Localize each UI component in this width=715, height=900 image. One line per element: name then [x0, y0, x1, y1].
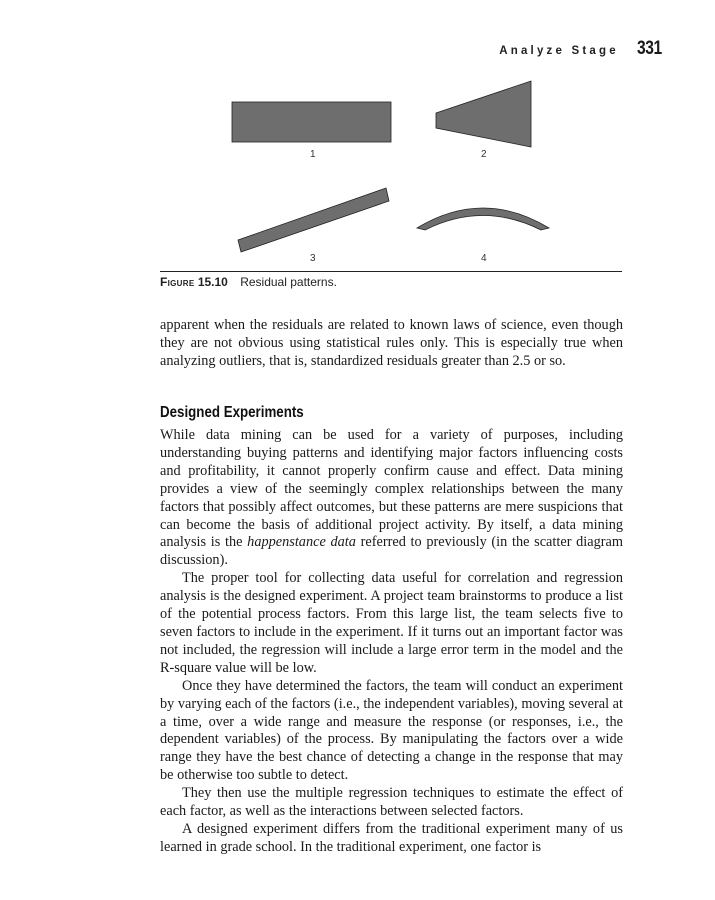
residual-pattern-3-linear	[238, 188, 389, 252]
page-number: 331	[636, 38, 662, 59]
panel-label-4: 4	[481, 253, 487, 264]
caption-label: Figure	[160, 275, 195, 289]
section-heading: Designed Experiments	[160, 404, 304, 421]
residual-pattern-4-curved	[417, 208, 549, 230]
figure-rule	[160, 271, 622, 272]
caption-number: 15.10	[197, 275, 228, 289]
paragraph-2: The proper tool for collecting data useful for correlation and regression analysis is the designed experiment. A project team brainstorms to produce a list of the potential process factors. From this large list, the team selects five to seven factors to include in the experiment. If it turns out an important factor was not included, the regression will include a large error term in the model and the R-square value will be low.	[160, 570, 623, 676]
paragraph-4: They then use the multiple regression techniques to estimate the effect of each factor, as well as the interactions between selected factors.	[160, 785, 623, 820]
caption-text: Residual patterns.	[240, 275, 337, 289]
body-text-block	[160, 427, 623, 857]
panel-label-3: 3	[310, 253, 316, 264]
intro-paragraph: apparent when the residuals are related to known laws of science, even though they are not obvious using statistical rules only. This is especially true when analyzing outliers, that is, standardized residuals greater than 2.5 or so.	[160, 317, 623, 369]
paragraph-1	[160, 427, 623, 570]
paragraph-1-end: referred to previously (in the scatter diagram discussion).	[160, 534, 623, 569]
paragraph-3: Once they have determined the factors, the team will conduct an experiment by varying each of the factors (i.e., the independent variables), moving several at a time, over a wide range and measure the response (or responses, i.e., the dependent variables) of the process. By manipulating the factors over a wide range they have the best chance of detecting a change in the response that may be otherwise too subtle to detect.	[160, 677, 623, 784]
running-head-section: Analyze Stage	[499, 45, 619, 57]
paragraph-1-emphasis: happenstance data	[247, 534, 356, 551]
figure-caption	[160, 275, 337, 289]
intro-text-block	[160, 317, 623, 371]
paragraph-1-start: While data mining can be used for a variety of purposes, including understanding buying patterns and identifying major factors influencing costs and profitability, it cannot properly confirm cause and effect. Data mining provides a view of the seemingly complex relationships between the many factors that possibly affect outcomes, but these patterns are mere suspicions that can become the basis of additional project activity. By itself, a data mining analysis is the	[160, 427, 623, 551]
panel-label-1: 1	[310, 149, 316, 160]
residual-pattern-1-band	[232, 102, 391, 142]
panel-label-2: 2	[481, 149, 487, 160]
paragraph-5: A designed experiment differs from the traditional experiment many of us learned in grade school. In the traditional experiment, one factor is	[160, 820, 623, 855]
residual-pattern-2-funnel	[436, 81, 531, 147]
residual-patterns-figure	[0, 0, 715, 300]
